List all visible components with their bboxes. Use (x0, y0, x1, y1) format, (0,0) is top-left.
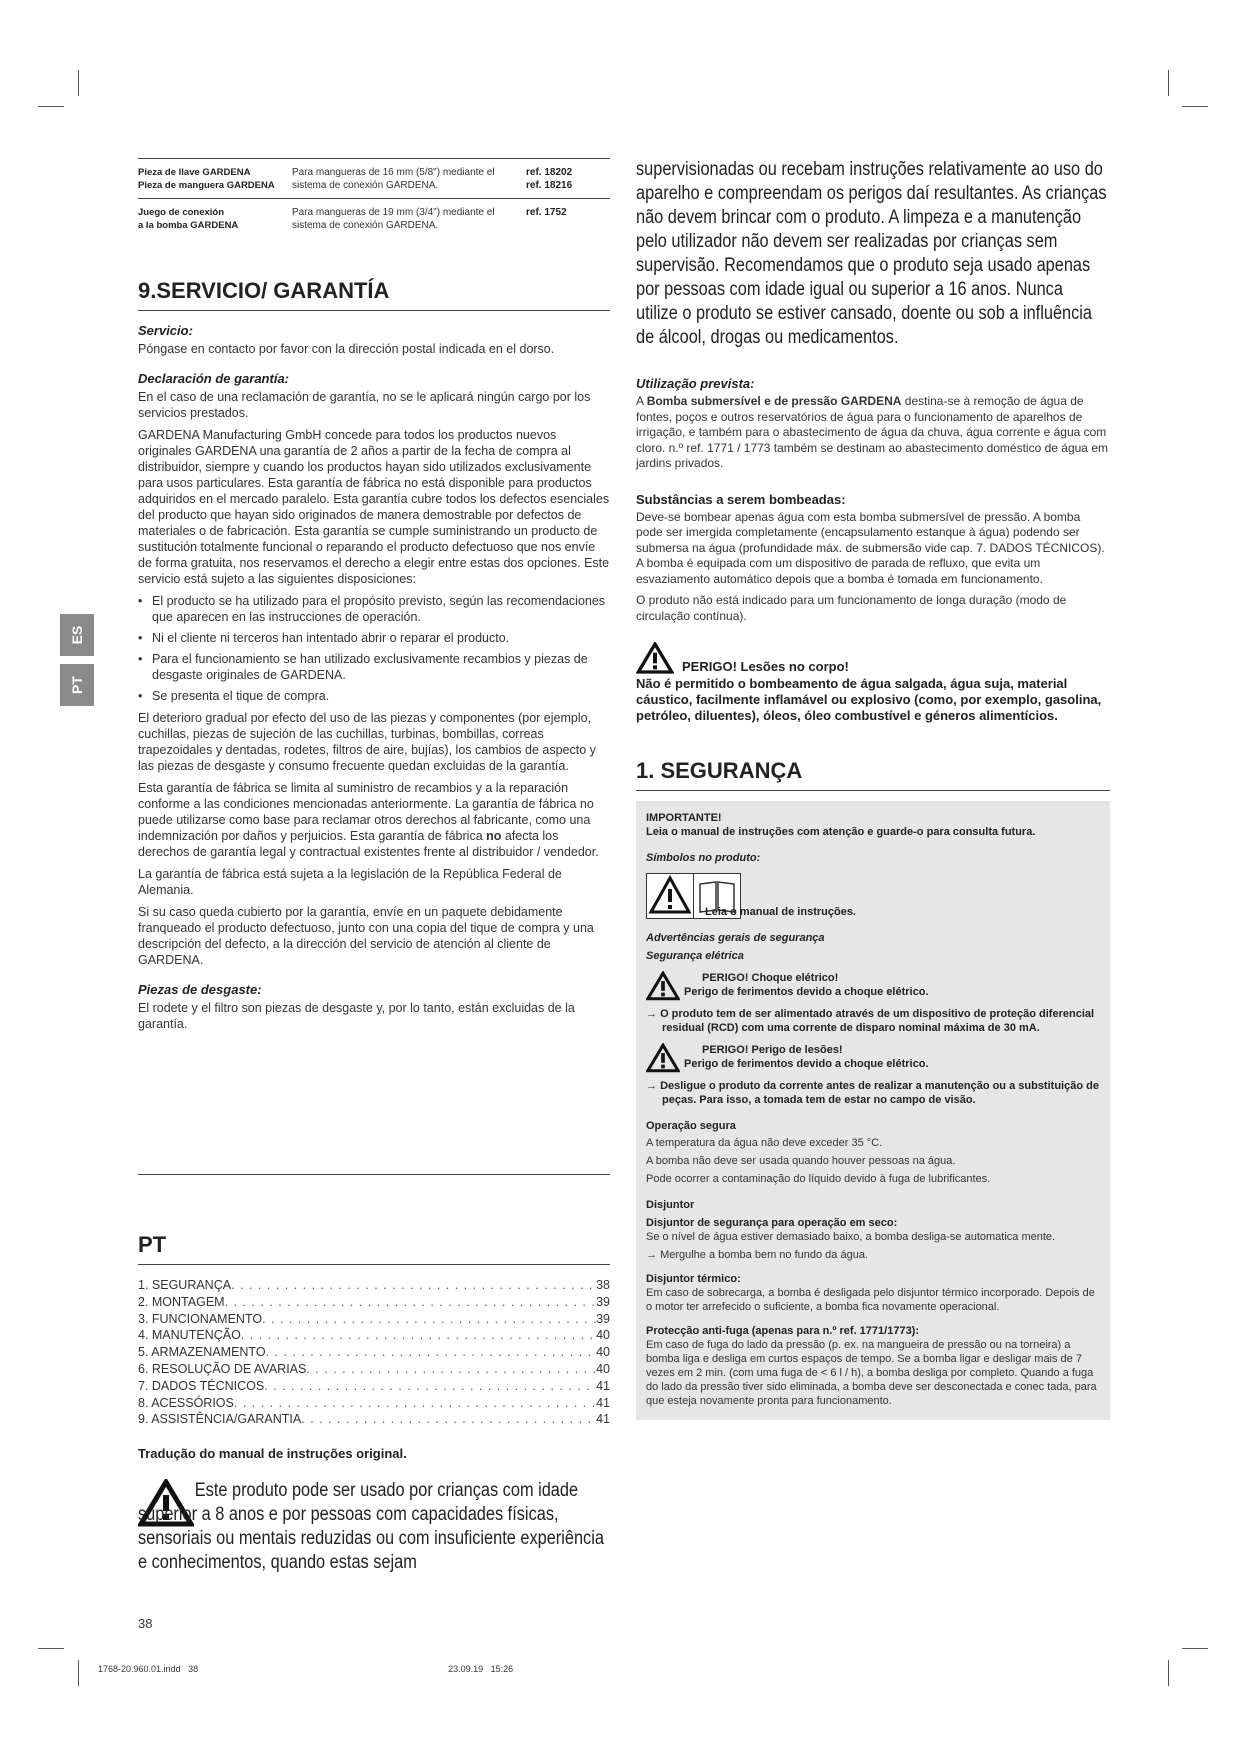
crop-mark (38, 1648, 64, 1649)
toc-page: 39 (596, 1311, 610, 1326)
utilizacao-title: Utilização prevista: (636, 376, 755, 391)
toc-title: 9. ASSISTÊNCIA/GARANTIA (138, 1412, 302, 1427)
crop-mark (1182, 106, 1208, 107)
arrow-icon: → (646, 1249, 661, 1261)
text-span: Mergulhe a bomba bem no fundo da água. (660, 1249, 868, 1261)
danger-title: PERIGO! Choque elétrico! (702, 972, 839, 984)
paragraph: Deve-se bombear apenas água com esta bomba submersível de pressão. A bomba pode ser imergida completamente (encapsulamento estanque à água) podendo ser submersa na água (profundidade máx. de submersão vide cap. 7. DADOS TÉCNICOS). A bomba é equipada com um dispositivo de parada de refluxo, que evita um esvaziamento automático depois que a bomba é tomada em funcionamento. (636, 509, 1105, 586)
danger-text: Não é permitido o bombeamento de água salgada, água suja, material cáustico, facilmente inflamável ou explosivo (como, por exemplo, gasolina, petróleo, diluentes), óleos, óleo combustível e géneros alimentícios. (636, 676, 1102, 723)
left-column (138, 158, 610, 1038)
disjuntor-termico-title: Disjuntor térmico: (646, 1273, 741, 1285)
accessory-ref: ref. 18202 ref. 18216 (526, 167, 573, 191)
substancias-title: Substâncias a serem bombeadas: (636, 491, 846, 507)
paragraph: O produto não está indicado para um funcionamento de longa duração (modo de circulação contínua). (636, 593, 1067, 623)
paragraph (636, 394, 1110, 472)
toc-item[interactable] (138, 1378, 610, 1395)
toc-item[interactable] (138, 1344, 610, 1361)
crop-mark (1168, 1660, 1169, 1686)
translation-note: Tradução do manual de instruções original. (138, 1446, 407, 1462)
general-warnings-title: Advertências gerais de segurança (646, 932, 825, 944)
table-of-contents (138, 1277, 610, 1428)
important-label: IMPORTANTE! (646, 812, 722, 824)
toc-item[interactable] (138, 1327, 610, 1344)
paragraph (138, 780, 610, 860)
crop-mark (1182, 1648, 1208, 1649)
paragraph: El deterioro gradual por efecto del uso de las piezas y componentes (por ejemplo, cuchillas, piezas de sujeción de las cuchillas, turbinas, bombillas, correas trapezoidales y dentadas, rodetes, filtros de aire, bujías), los cambios de aspecto y las piezas de desgaste y consumo frecuente quedan excluidas de la garantía. (138, 711, 596, 773)
text-span: Desligue o produto da corrente antes de realizar a manutenção ou a substituição de peças. Para isso, a tomada tem de estar no campo de visão. (660, 1080, 1099, 1106)
symbol-text: Leia o manual de instruções. (705, 906, 856, 918)
accessory-desc: Para mangueras de 16 mm (5/8") mediante el sistema de conexión GARDENA. (292, 167, 495, 191)
toc-leader (234, 1395, 596, 1412)
print-footer: 1768-20.960.01.indd 38 23.09.19 15:26 (98, 1664, 514, 1674)
list-item: • Para el funcionamiento se han utilizado exclusivamente recambios y piezas de desgaste originales de GARDENA. (138, 651, 610, 683)
toc-page: 41 (596, 1395, 610, 1410)
danger-title: PERIGO! Lesões no corpo! (682, 659, 849, 674)
electric-safety-title: Segurança elétrica (646, 950, 744, 962)
tab-es[interactable]: ES (60, 614, 94, 656)
toc-item[interactable] (138, 1361, 610, 1378)
declaracion-title: Declaración de garantía: (138, 371, 289, 386)
toc-page: 41 (596, 1378, 610, 1393)
disjuntor-seco-title: Disjuntor de segurança para operação em seco: (646, 1217, 898, 1229)
toc-title: 1. SEGURANÇA (138, 1278, 232, 1292)
toc-title: 5. ARMAZENAMENTO (138, 1345, 266, 1360)
accessory-ref: ref. 1752 (526, 199, 610, 239)
toc-page: 40 (596, 1328, 610, 1343)
table-row (138, 159, 610, 199)
page-number: 38 (138, 1616, 153, 1631)
toc-item[interactable] (138, 1294, 610, 1311)
paragraph: Pode ocorrer a contaminação do líquido devido à fuga de lubrificantes. (646, 1173, 991, 1185)
accessory-desc: Para mangueras de 19 mm (3/4") mediante el sistema de conexión GARDENA. (292, 199, 526, 239)
tab-pt[interactable]: PT (60, 664, 94, 706)
toc-leader (301, 1411, 596, 1428)
symbol-row (646, 873, 1100, 919)
warning-triangle-icon (646, 1043, 680, 1073)
text-span: Esta garantía de fábrica se limita al suministro de recambios y a la reparación conforme a las condiciones mencionadas anteriormente. La garantía de fábrica no puede utilizarse como base para reclamar otros derechos al fabricante, como una indemnización por daños y perjuicios. Esta garantía de fábrica (138, 781, 594, 843)
toc-title: 3. FUNCIONAMENTO (138, 1311, 263, 1326)
section-heading-servicio: 9.SERVICIO/ GARANTÍA (138, 278, 610, 311)
toc-title: 8. ACESSÓRIOS (138, 1395, 234, 1410)
section-heading-seguranca: 1. SEGURANÇA (636, 758, 1110, 791)
paragraph: GARDENA Manufacturing GmbH concede para todos los productos nuevos originales GARDENA una garantía de 2 años a partir de la fecha de compra al distribuidor, siempre y cuando los productos hayan sido utilizados exclusivamente para usos particulares. Esta garantía de fábrica no está disponible para productos adquiridos en el mercado paralelo. Esta garantía cubre todos los defectos esenciales del producto que hayan sido originados de manera demostrable por defectos de materiales o de fabricación. Esta garantía se cumple suministrando un producto de sustitución totalmente funcional o reparando el producto defectuoso que nos envíe de forma gratuita, nos reservamos el derecho a elegir entre estas dos opciones. Este servicio está sujeto a las siguientes disposiciones: (138, 428, 610, 586)
servicio-title: Servicio: (138, 323, 193, 338)
toc-leader (225, 1294, 597, 1311)
table-row (138, 199, 610, 239)
paragraph: Se o nível de água estiver demasiado baixo, a bomba desliga-se automatica mente. (646, 1231, 1056, 1243)
text-span: A (636, 394, 647, 408)
paragraph: Em caso de sobrecarga, a bomba é desligada pelo disjuntor térmico incorporado. Depois de o motor ter arrefecido o suficiente, a bomba fica novamente operacional. (646, 1287, 1095, 1313)
toc-page: 38 (596, 1278, 610, 1292)
language-title: PT (138, 1232, 610, 1265)
toc-leader (262, 1311, 596, 1328)
toc-item[interactable] (138, 1311, 610, 1328)
danger-text: Perigo de ferimentos devido a choque elétrico. (684, 1058, 929, 1070)
paragraph: Si su caso queda cubierto por la garantía, envíe en un paquete debidamente franqueado el producto defectuoso, junto con una copia del tique de compra y una descripción del defecto, a la dirección del servicio de atención al cliente de GARDENA. (138, 905, 594, 967)
arrow-instruction (646, 1079, 1100, 1107)
danger-text: Perigo de ferimentos devido a choque elétrico. (684, 986, 929, 998)
toc-title: 4. MANUTENÇÃO (138, 1328, 241, 1343)
arrow-icon: → (646, 1008, 661, 1020)
pt-section (138, 1232, 610, 1587)
children-text: Este produto pode ser usado por crianças com idade superior a 8 anos e por pessoas com capacidades físicas, sensoriais ou mentais reduzidas ou com insuficiente experiência e conhecimentos, quando estas sejam (138, 1480, 604, 1574)
piezas-title: Piezas de desgaste: (138, 982, 262, 997)
paragraph: Em caso de fuga do lado da pressão (p. ex. na mangueira de pressão ou na torneira) a bomba liga e desliga em curtos espaços de tempo. Se a bomba ligar e desligar mais de 7 vezes em 2 min. (com uma fuga de < 6 l / h), a bomba desliga por completo. Quando a fuga do lado da pressão tiver sido eliminada, a bomba deve ser desconectada e conec tada, para que esteja novamente pronta para funcionamento. (646, 1339, 1097, 1407)
warning-triangle-icon (646, 971, 680, 1001)
text-span: destina-se à remoção de água de fontes, poços e outros reservatórios de água para o funcionamento de aparelhos de irrigação, e também para o abastecimento de água da chuva, água corrente e água com cloro. n.º ref. 1771 / 1773 também se destinam ao abastecimento doméstico de água em jardins privados. (636, 394, 1108, 470)
danger-title: PERIGO! Perigo de lesões! (702, 1044, 843, 1056)
divider (138, 1174, 610, 1175)
toc-item[interactable] (138, 1395, 610, 1412)
toc-leader (231, 1277, 596, 1294)
toc-leader (306, 1361, 596, 1378)
text-span: afecta los derechos de garantía legal y contractual existentes frente al distribuidor / vendedor. (138, 829, 599, 859)
disjuntor-title: Disjuntor (646, 1199, 695, 1211)
toc-item[interactable] (138, 1277, 610, 1294)
toc-leader (264, 1378, 596, 1395)
warning-triangle-icon (636, 642, 674, 674)
children-warning (138, 1479, 610, 1587)
children-text-continued: supervisionadas ou recebam instruções relativamente ao uso do aparelho e compreendam os perigos daí resultantes. As crianças não devem brincar com o produto. A limpeza e a manutenção pelo utilizador não devem ser realizadas por crianças sem supervisão. Recomendamos que o produto seja usado apenas por pessoas com idade igual ou superior a 16 anos. Nunca utilize o produto se estiver cansado, doente ou sob a influência de álcool, drogas ou medicamentos. (636, 159, 1107, 348)
safety-box (636, 801, 1110, 1420)
toc-title: 7. DADOS TÉCNICOS (138, 1378, 265, 1393)
toc-leader (241, 1327, 596, 1344)
toc-title: 2. MONTAGEM (138, 1294, 225, 1309)
symbols-title: Símbolos no produto: (646, 852, 761, 864)
emphasis: no (486, 829, 502, 843)
operation-title: Operação segura (646, 1120, 736, 1132)
paragraph: A bomba não deve ser usada quando houver pessoas na água. (646, 1155, 956, 1167)
warning-symbol-icon (646, 873, 694, 919)
arrow-instruction (646, 1248, 1100, 1262)
toc-page: 40 (596, 1345, 610, 1360)
crop-mark (38, 106, 64, 107)
servicio-text: Póngase en contacto por favor con la dirección postal indicada en el dorso. (138, 342, 555, 356)
product-name: Bomba submersível e de pressão GARDENA (646, 394, 902, 408)
crop-mark (1168, 70, 1169, 96)
text-span: O produto tem de ser alimentado através de um dispositivo de proteção diferencial residual (RCD) com uma corrente de disparo nominal máxima de 30 mA. (660, 1008, 1095, 1034)
conditions-list (138, 593, 610, 704)
danger-injury (646, 1043, 1100, 1073)
toc-page: 40 (596, 1361, 610, 1376)
toc-page: 39 (596, 1294, 610, 1309)
list-item: • Se presenta el tique de compra. (138, 688, 610, 704)
paragraph: La garantía de fábrica está sujeta a la legislación de la República Federal de Alemania. (138, 867, 562, 897)
crop-mark (78, 1660, 79, 1686)
list-item: • El producto se ha utilizado para el propósito previsto, según las recomendaciones que aparecen en las instrucciones de operación. (138, 593, 610, 625)
arrow-instruction (646, 1007, 1100, 1035)
anti-fuga-title: Protecção anti-fuga (apenas para n.º ref. 1771/1773): (646, 1325, 920, 1337)
arrow-icon: → (646, 1080, 661, 1092)
accessory-name: Juego de conexión a la bomba GARDENA (138, 199, 292, 239)
toc-page: 41 (596, 1412, 610, 1427)
paragraph: A temperatura da água não deve exceder 35 °C. (646, 1137, 883, 1149)
accessory-name: Pieza de llave GARDENA Pieza de manguera GARDENA (138, 167, 275, 191)
crop-mark (78, 70, 79, 96)
important-text: Leia o manual de instruções com atenção e guarde-o para consulta futura. (646, 826, 1036, 838)
toc-title: 6. RESOLUÇÃO DE AVARIAS (138, 1361, 307, 1376)
toc-item[interactable] (138, 1411, 610, 1428)
paragraph: En el caso de una reclamación de garantía, no se le aplicará ningún cargo por los servicios prestados. (138, 390, 591, 420)
toc-leader (266, 1344, 597, 1361)
paragraph: El rodete y el filtro son piezas de desgaste y, por lo tanto, están excluidas de la garantía. (138, 1001, 575, 1031)
danger-block (636, 642, 1110, 724)
right-column (636, 158, 1110, 1420)
accessories-table (138, 158, 610, 238)
danger-electric (646, 971, 1100, 1001)
list-item: • Ni el cliente ni terceros han intentado abrir o reparar el producto. (138, 630, 610, 646)
